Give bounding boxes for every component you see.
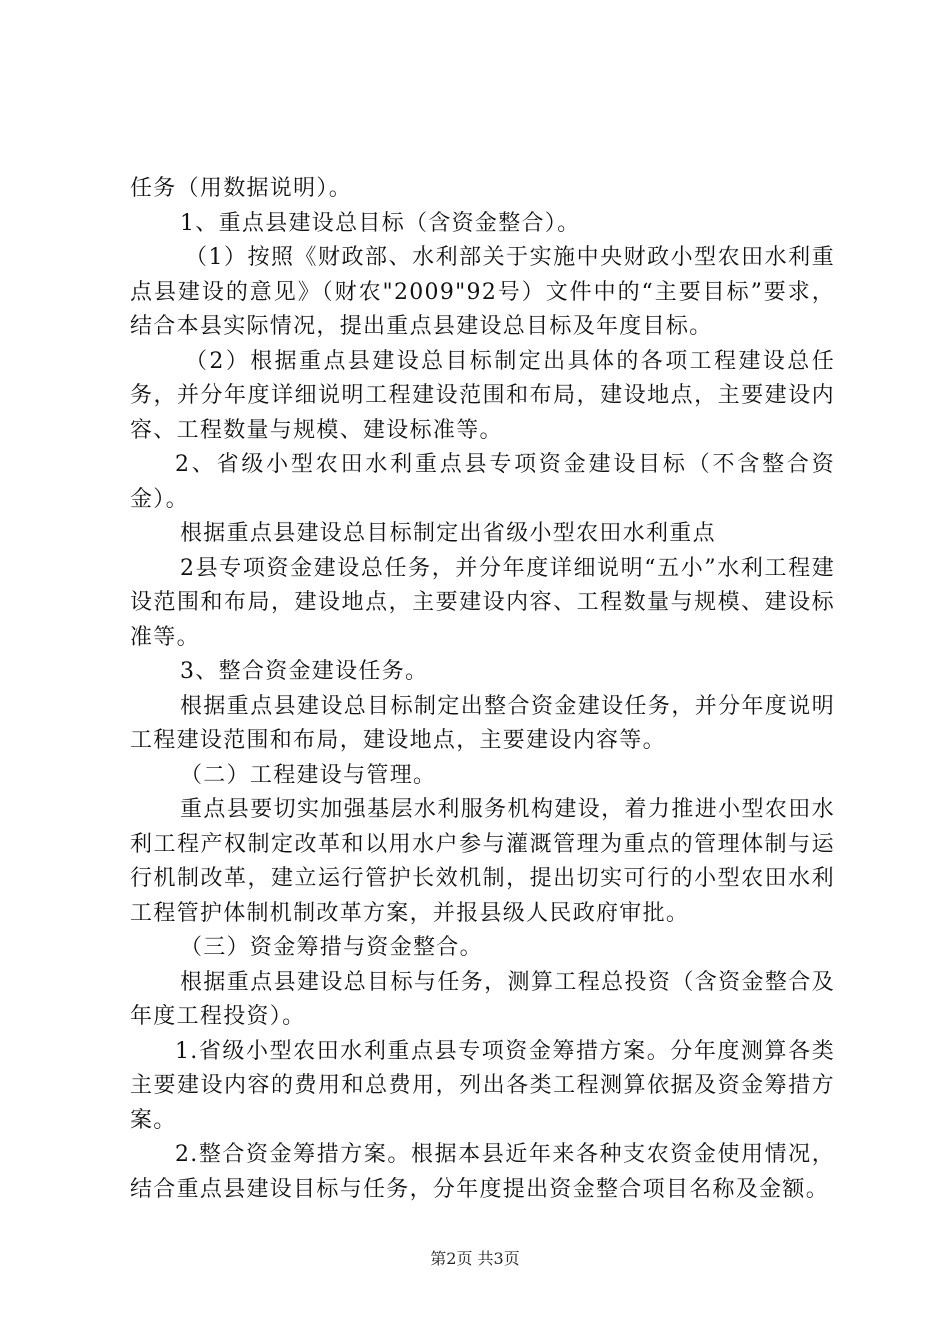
- paragraph-item-2: （2）根据重点县建设总目标制定出具体的各项工程建设总任务，并分年度详细说明工程建设范围和布局，建设地点，主要建设内容、工程数量与规模、建设标准等。: [130, 348, 835, 443]
- paragraph-provincial-a: 根据重点县建设总目标制定出省级小型农田水利重点: [180, 521, 716, 546]
- paragraph-funding-plan-1: 1.省级小型农田水利重点县专项资金筹措方案。分年度测算各类主要建设内容的费用和总费用，列出各类工程测算依据及资金筹措方案。: [130, 1038, 835, 1133]
- heading-provincial-goal: 2、省级小型农田水利重点县专项资金建设目标（不含整合资金）。: [130, 452, 835, 512]
- heading-construction-management: （二）工程建设与管理。: [180, 762, 437, 788]
- page-number-footer: 第2页 共3页: [430, 1249, 520, 1268]
- heading-integration-task: 3、整合资金建设任务。: [180, 659, 429, 684]
- heading-overall-goal: 1、重点县建设总目标（含资金整合）。: [180, 210, 581, 236]
- paragraph-management: 重点县要切实加强基层水利服务机构建设，着力推进小型农田水利工程产权制定改革和以用水户参与灌溉管理为重点的管理体制与运行机制改革，建立运行管护长效机制，提出切实可行的小型农田水利工程管护体制机制改革方案，并报县级人民政府审批。: [130, 797, 835, 926]
- paragraph-task-note: 任务（用数据说明）。: [130, 176, 353, 201]
- paragraph-item-1: （1）按照《财政部、水利部关于实施中央财政小型农田水利重点县建设的意见》（财农"2009"92号）文件中的“主要目标”要求，结合本县实际情况，提出重点县建设总目标及年度目标。: [130, 245, 835, 339]
- paragraph-funding: 根据重点县建设总目标与任务，测算工程总投资（含资金整合及年度工程投资）。: [130, 969, 835, 1029]
- heading-funding: （三）资金筹措与资金整合。: [180, 935, 483, 960]
- document-body: [130, 172, 835, 1207]
- paragraph-funding-plan-2: 2.整合资金筹措方案。根据本县近年来各种支农资金使用情况，结合重点县建设目标与任务，分年度提出资金整合项目名称及金额。: [130, 1142, 835, 1202]
- paragraph-integration: 根据重点县建设总目标制定出整合资金建设任务，并分年度说明工程建设范围和布局，建设地点，主要建设内容等。: [130, 693, 835, 753]
- paragraph-provincial-b: 2县专项资金建设总任务，并分年度详细说明“五小”水利工程建设范围和布局，建设地点，主要建设内容、工程数量与规模、建设标准等。: [130, 555, 835, 650]
